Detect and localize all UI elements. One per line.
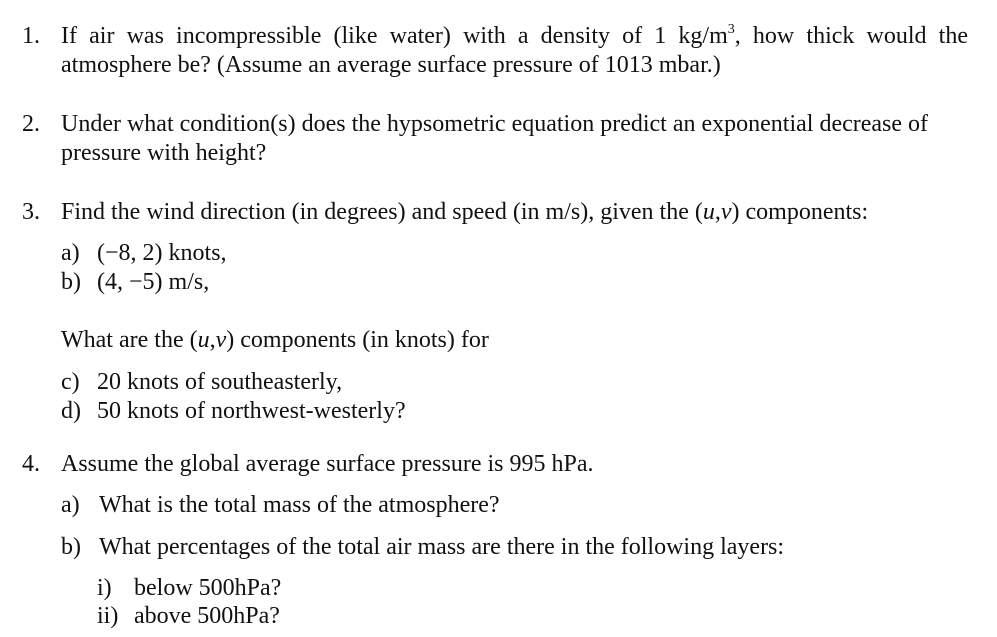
q3-mid-comma: , bbox=[209, 327, 216, 353]
q3-mid-post: ) components (in knots) for bbox=[226, 327, 489, 353]
q4b-label: b) bbox=[61, 534, 81, 560]
q3-comma: , bbox=[714, 199, 721, 225]
q3a-text: (−8, 2) knots, bbox=[97, 240, 227, 266]
q3-mid-u-symbol: u bbox=[197, 327, 210, 353]
q3d-text: 50 knots of northwest-westerly? bbox=[97, 398, 406, 424]
q3-number: 3. bbox=[22, 199, 40, 225]
q4a-text: What is the total mass of the atmosphere? bbox=[99, 492, 500, 518]
q3-line1-pre: Find the wind direction (in degrees) and speed (in m/s), given the ( bbox=[61, 199, 703, 225]
q4bi-text: below 500hPa? bbox=[134, 575, 282, 601]
q4-number: 4. bbox=[22, 451, 40, 477]
q4-line1: Assume the global average surface pressure is 995 hPa. bbox=[61, 451, 594, 477]
q3-line1 bbox=[61, 197, 868, 227]
q3a-label: a) bbox=[61, 240, 80, 266]
q3b-text: (4, −5) m/s, bbox=[97, 269, 210, 295]
q3-mid-line bbox=[61, 325, 489, 355]
q3-mid-v-symbol: v bbox=[215, 327, 227, 353]
q3c-text: 20 knots of southeasterly, bbox=[97, 369, 343, 395]
q3c-label: c) bbox=[61, 369, 80, 395]
q2-number: 2. bbox=[22, 111, 40, 137]
q3-u-symbol: u bbox=[702, 199, 715, 225]
q2-line2: pressure with height? bbox=[61, 140, 267, 166]
q3-mid-pre: What are the ( bbox=[61, 327, 198, 353]
q1-line1-pre: If air was incompressible (like water) with a density of 1 kg/m bbox=[61, 23, 728, 49]
q1-line1 bbox=[61, 21, 968, 51]
q3-v-symbol: v bbox=[720, 199, 732, 225]
q3b-label: b) bbox=[61, 269, 81, 295]
q1-superscript: 3 bbox=[727, 22, 735, 37]
q1-number: 1. bbox=[22, 23, 40, 49]
q4bi-label: i) bbox=[97, 575, 112, 601]
q4bii-text: above 500hPa? bbox=[134, 603, 280, 629]
q4b-text: What percentages of the total air mass are there in the following layers: bbox=[99, 534, 785, 560]
q4bii-label: ii) bbox=[97, 603, 119, 629]
q4a-label: a) bbox=[61, 492, 80, 518]
q1-line1-post: , how thick would the bbox=[734, 23, 969, 49]
q2-line1: Under what condition(s) does the hypsometric equation predict an exponential decrease of bbox=[61, 111, 929, 137]
q3-line1-post: ) components: bbox=[731, 199, 869, 225]
q1-line2: atmosphere be? (Assume an average surface pressure of 1013 mbar.) bbox=[61, 52, 721, 78]
q3d-label: d) bbox=[61, 398, 81, 424]
